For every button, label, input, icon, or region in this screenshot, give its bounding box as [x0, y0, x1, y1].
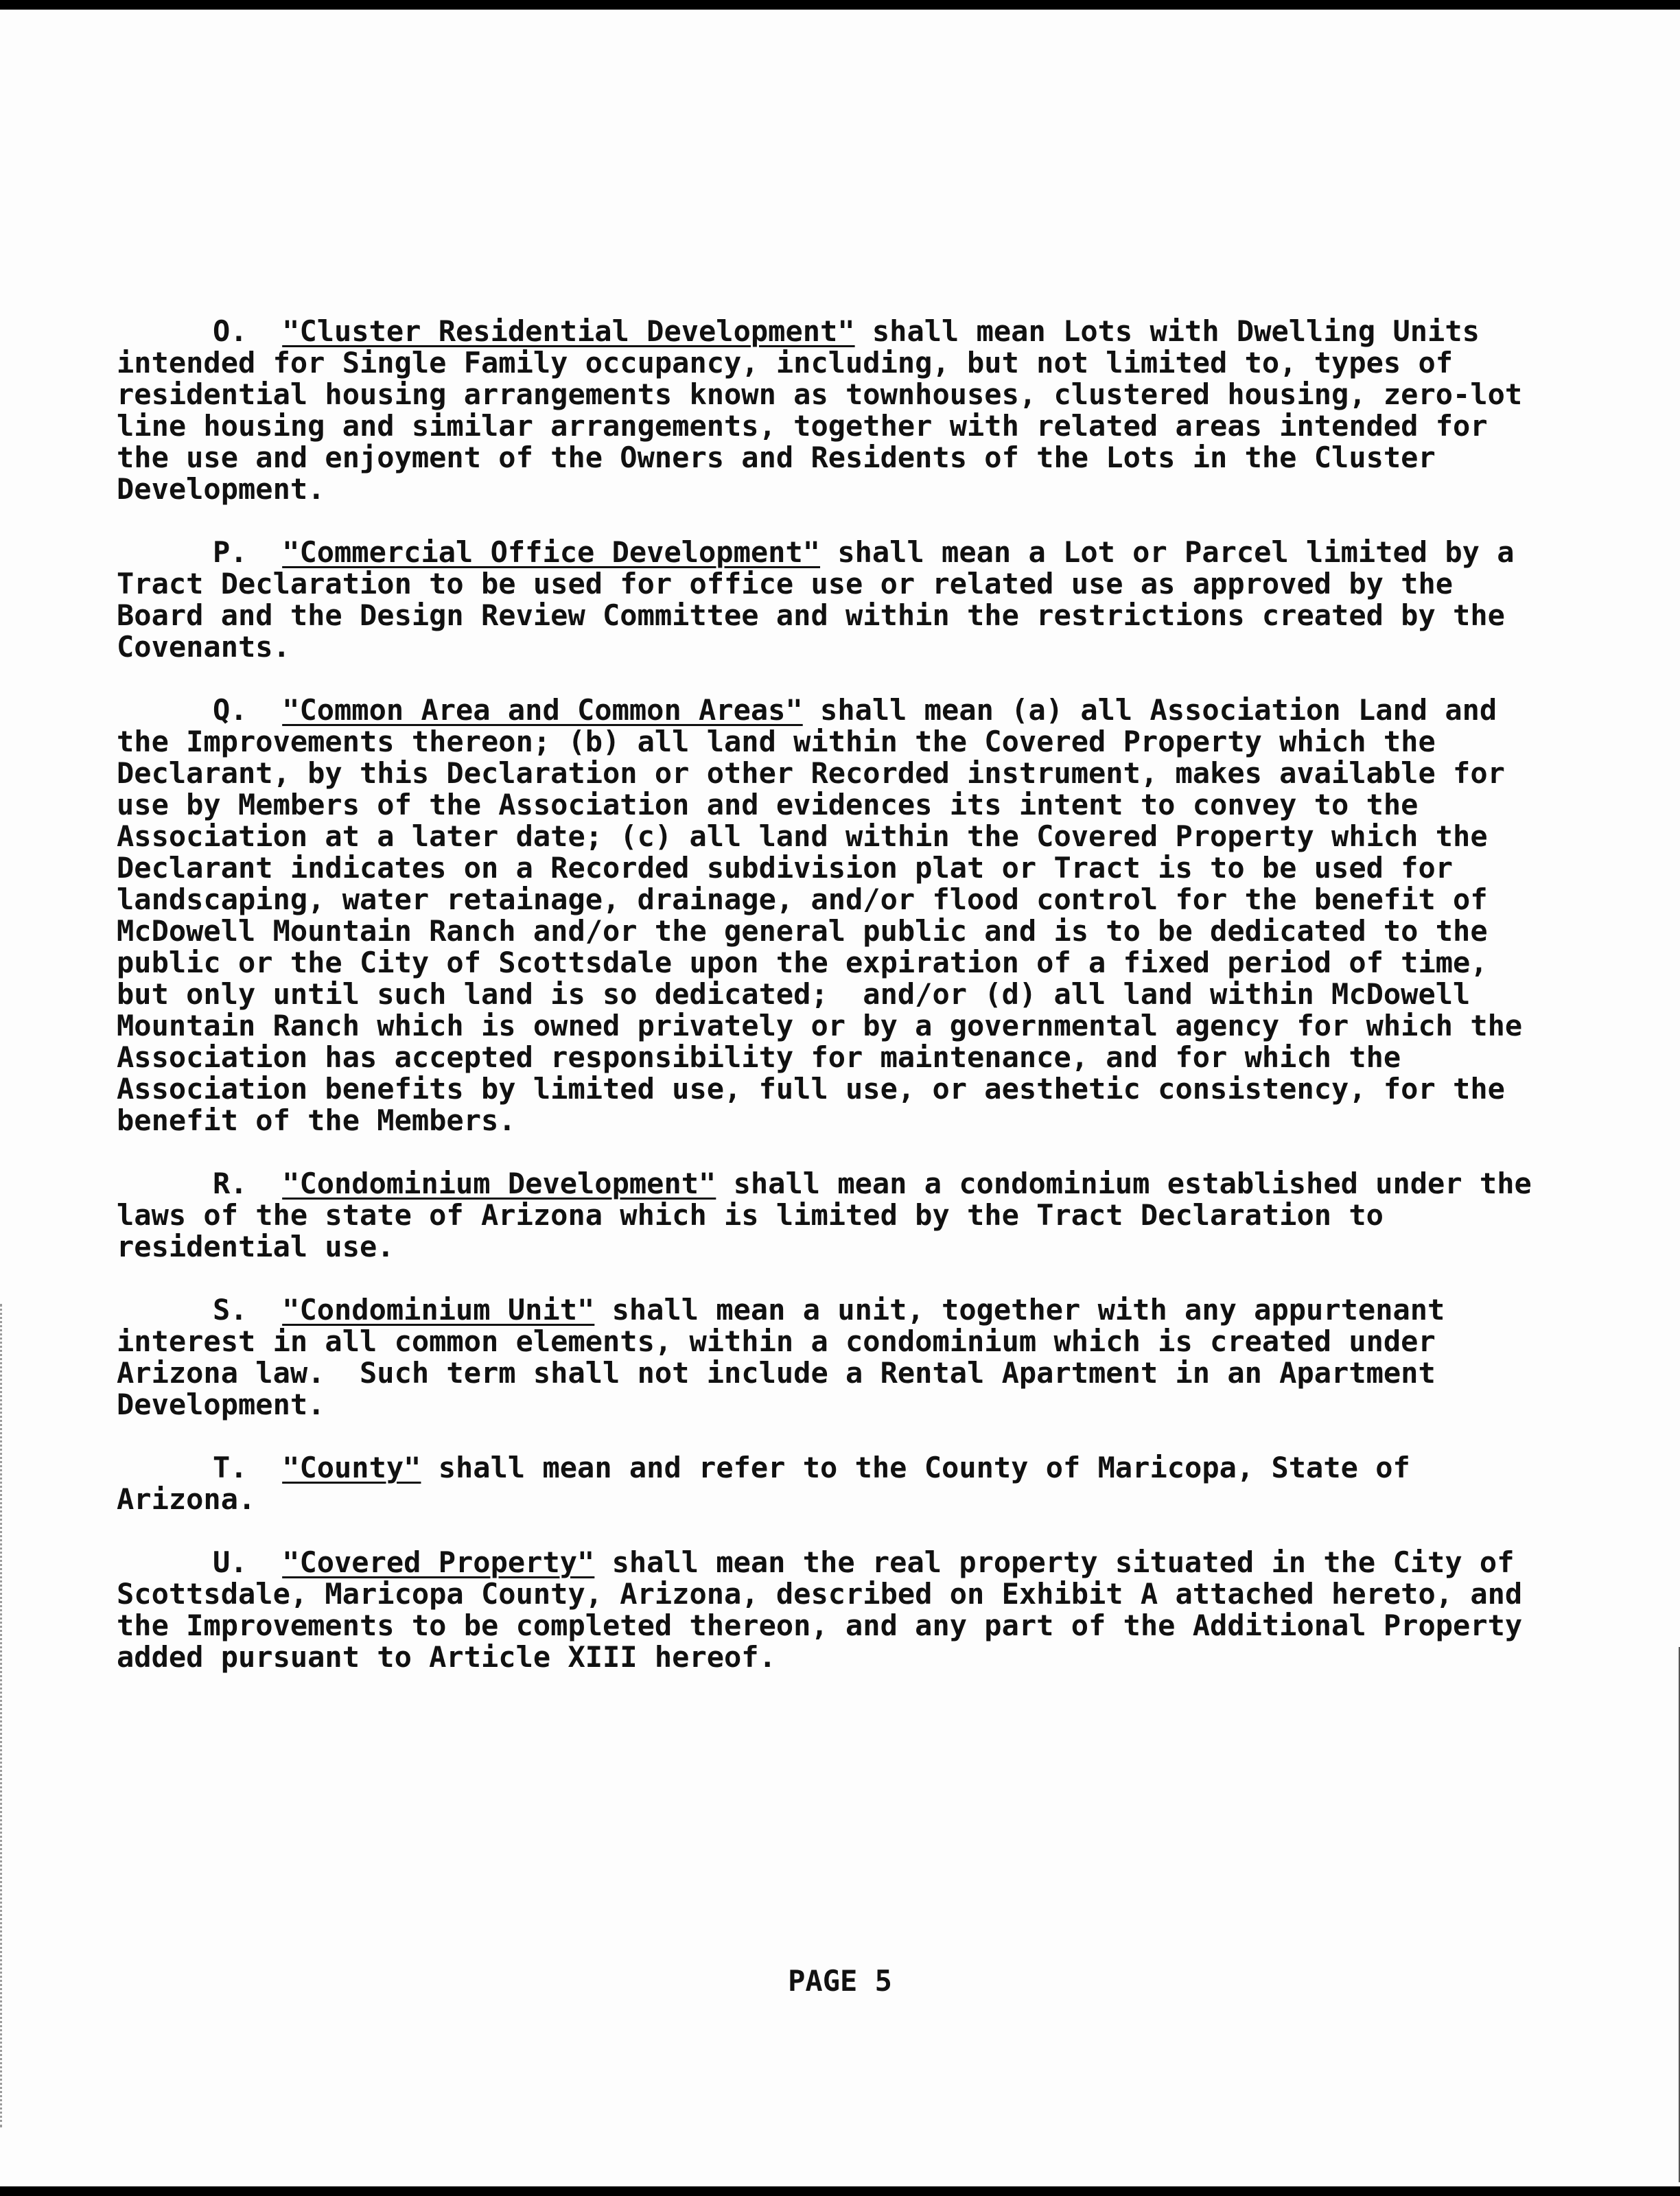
- definition-text: shall mean (a) all Association Land and the Improvements thereon; (b) all land within the Covered Property which the Declarant, by this Declaration or other Recorded instrument, makes available for use by Members of the Association and evidences its intent to convey to the Association at a later date; (c) all land within the Covered Property which the Declarant indicates on a Recorded subdivision plat or Tract is to be used for landscaping, water retainage, drainage, and/or flood control for the benefit of McDowell Mountain Ranch and/or the general public and is to be dedicated to the public or the City of Scottsdale upon the expiration of a fixed period of time, but only until such land is so dedicated; and/or (d) all land within McDowell Mountain Ranch which is owned privately or by a governmental agency for which the Association has accepted responsibility for maintenance, and for which the Association benefits by limited use, full use, or aesthetic consistency, for the benefit of the Members.: [117, 693, 1540, 1137]
- definition-paragraph-o: [117, 316, 1544, 505]
- definition-paragraph-p: [117, 537, 1544, 663]
- definition-text: shall mean a unit, together with any appurtenant interest in all common elements, within a condominium which is created under Arizona law. Such term shall not include a Rental Apartment in an Apartment Development.: [117, 1293, 1462, 1421]
- definitions-section: [117, 314, 1550, 1705]
- page-number: PAGE 5: [788, 1964, 892, 1998]
- definition-text: shall mean the real property situated in the City of Scottsdale, Maricopa County, Arizona, described on Exhibit A attached hereto, and the Improvements to be completed thereon, and any part of the Additional Property added pursuant to Article XIII hereof.: [117, 1545, 1540, 1674]
- definition-paragraph-r: [117, 1167, 1550, 1263]
- scan-top-border: [0, 0, 1680, 10]
- definition-paragraph-q: [117, 694, 1544, 1136]
- section-letter: T.: [213, 1451, 248, 1484]
- section-letter: P.: [213, 535, 248, 569]
- definition-text: shall mean a condominium established under the laws of the state of Arizona which is limited by the Tract Declaration to residential use.: [117, 1167, 1550, 1263]
- scan-right-artifact: [1672, 1647, 1680, 2182]
- defined-term: "Condominium Development": [282, 1167, 716, 1200]
- defined-term: "Commercial Office Development": [282, 535, 821, 569]
- section-letter: Q.: [213, 693, 248, 727]
- defined-term: "Condominium Unit": [282, 1293, 595, 1327]
- definition-text: shall mean Lots with Dwelling Units intended for Single Family occupancy, including, but not limited to, types of residential housing arrangements known as townhouses, clustered housing, zero-lot line housing and similar arrangements, together with related areas intended for the use and enjoyment of the Owners and Residents of the Lots in the Cluster Development.: [117, 314, 1540, 506]
- definition-text: shall mean and refer to the County of Maricopa, State of Arizona.: [117, 1451, 1428, 1516]
- scan-bottom-border: [0, 2186, 1680, 2196]
- defined-term: "Cluster Residential Development": [282, 314, 855, 348]
- defined-term: "Covered Property": [282, 1545, 595, 1579]
- definition-paragraph-t: [117, 1452, 1544, 1515]
- defined-term: "County": [282, 1451, 421, 1484]
- section-letter: O.: [213, 314, 248, 348]
- definition-paragraph-s: [117, 1294, 1544, 1421]
- defined-term: "Common Area and Common Areas": [282, 693, 803, 727]
- scan-left-artifact: [0, 1304, 10, 2127]
- section-letter: R.: [213, 1167, 248, 1200]
- section-letter: U.: [213, 1545, 248, 1579]
- definition-paragraph-u: [117, 1547, 1544, 1673]
- section-letter: S.: [213, 1293, 248, 1327]
- definition-text: shall mean a Lot or Parcel limited by a Tract Declaration to be used for office use or related use as approved by the Board and the Design Review Committee and within the restrictions created by the Covenants.: [117, 535, 1532, 664]
